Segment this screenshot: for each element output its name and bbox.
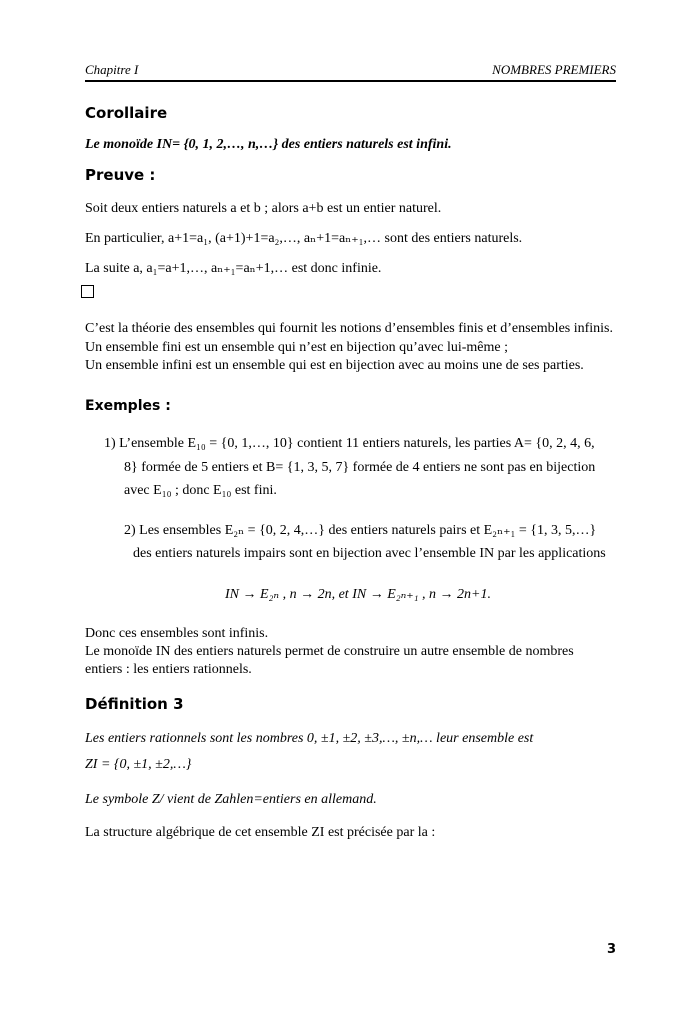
- preuve-line-2: En particulier, a+1=a₁, (a+1)+1=a₂,…, aₙ+1=aₙ₊₁,… sont des entiers naturels.: [85, 231, 523, 246]
- example-1-line-3: avec E₁₀ ; donc E₁₀ est fini.: [124, 483, 277, 498]
- page-number: 3: [606, 942, 616, 957]
- theory-line-2: Un ensemble fini est un ensemble qui n’est en bijection qu’avec lui-même ;: [85, 340, 508, 355]
- example-2-line-1: 2) Les ensembles E₂ₙ = {0, 2, 4,…} des entiers naturels pairs et E₂ₙ₊₁ = {1, 3, 5,…}: [124, 523, 597, 538]
- exemples-title: Exemples :: [85, 398, 171, 414]
- preuve-line-1: Soit deux entiers naturels a et b ; alors a+b est un entier naturel.: [85, 201, 442, 216]
- example-1-line-1: 1) L’ensemble E₁₀ = {0, 1,…, 10} contient 11 entiers naturels, les parties A= {0, 2, 4, 6,: [104, 436, 595, 451]
- theory-line-3: Un ensemble infini est un ensemble qui est en bijection avec au moins une de ses parties.: [85, 358, 584, 373]
- example-2-line-2: des entiers naturels impairs sont en bijection avec l’ensemble IN par les applications: [133, 546, 606, 561]
- corollaire-statement: Le monoïde IN= {0, 1, 2,…, n,…} des entiers naturels est infini.: [85, 137, 452, 152]
- preuve-title: Preuve :: [85, 166, 156, 184]
- conclusion-line-3: entiers : les entiers rationnels.: [85, 662, 252, 677]
- example-1-line-2: 8} formée de 5 entiers et B= {1, 3, 5, 7} formée de 4 entiers ne sont pas en bijection: [124, 460, 596, 475]
- qed-box-icon: [81, 285, 94, 298]
- header-section: NOMBRES PREMIERS: [492, 62, 616, 77]
- definition-3-line-3: Le symbole Z/ vient de Zahlen=entiers en allemand.: [85, 792, 377, 807]
- theory-line-1: C’est la théorie des ensembles qui fournit les notions d’ensembles finis et d’ensembles infinis.: [85, 321, 614, 336]
- example-2-formula: IN → E₂ₙ , n → 2n, et IN → E₂ₙ₊₁ , n → 2n+1.: [225, 587, 491, 602]
- header-chapter: Chapitre I: [85, 62, 139, 77]
- definition-3-line-1: Les entiers rationnels sont les nombres 0, ±1, ±2, ±3,…, ±n,… leur ensemble est: [85, 731, 534, 746]
- definition-3-title: Définition 3: [85, 695, 184, 713]
- conclusion-line-1: Donc ces ensembles sont infinis.: [85, 626, 269, 641]
- header-rule: [85, 80, 616, 82]
- definition-3-line-2: ZI = {0, ±1, ±2,…}: [85, 757, 192, 772]
- conclusion-line-2: Le monoïde IN des entiers naturels permet de construire un autre ensemble de nombres: [85, 644, 574, 659]
- preuve-line-3: La suite a, a₁=a+1,…, aₙ₊₁=aₙ+1,… est donc infinie.: [85, 261, 382, 276]
- definition-3-line-4: La structure algébrique de cet ensemble ZI est précisée par la :: [85, 825, 436, 840]
- corollaire-title: Corollaire: [85, 104, 168, 122]
